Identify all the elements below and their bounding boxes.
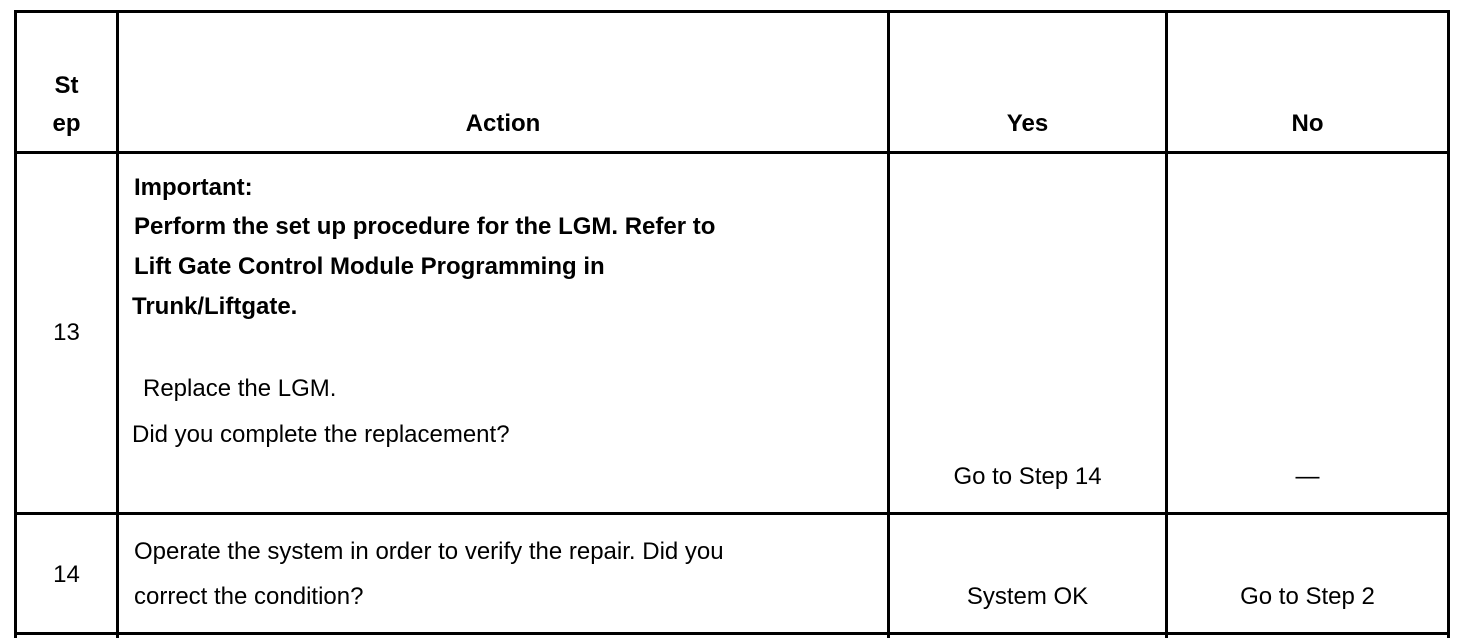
yes-result: Go to Step 14 [953, 463, 1102, 490]
no-result: Go to Step 2 [1240, 583, 1375, 610]
header-yes: Yes [1006, 110, 1049, 137]
header-no: No [1291, 110, 1324, 137]
table-border-bottom [14, 632, 1450, 635]
action-text-line: Operate the system in order to verify the repair. Did you [134, 538, 724, 565]
table-border-top [14, 10, 1450, 13]
header-step-line2: ep [52, 110, 81, 137]
important-text-line: Trunk/Liftgate. [132, 293, 298, 320]
table-border-right [1447, 10, 1450, 638]
no-result: — [1295, 463, 1320, 490]
row-divider [14, 512, 1450, 515]
column-divider-step [116, 10, 119, 638]
header-step-line1: St [54, 72, 79, 99]
important-text-line: Perform the set up procedure for the LGM. Refer to [134, 213, 716, 240]
action-text-line: correct the condition? [134, 583, 364, 610]
diagnostic-table [14, 10, 1450, 638]
column-divider-action [887, 10, 890, 638]
header-row-divider [14, 151, 1450, 154]
important-label: Important: [134, 174, 253, 201]
action-question: Did you complete the replacement? [132, 421, 510, 448]
action-instruction: Replace the LGM. [143, 375, 337, 402]
important-text-line: Lift Gate Control Module Programming in [134, 253, 605, 280]
step-number: 13 [53, 319, 80, 346]
step-number: 14 [53, 561, 80, 588]
yes-result: System OK [966, 583, 1089, 610]
column-divider-yes [1165, 10, 1168, 638]
header-action: Action [465, 110, 541, 137]
